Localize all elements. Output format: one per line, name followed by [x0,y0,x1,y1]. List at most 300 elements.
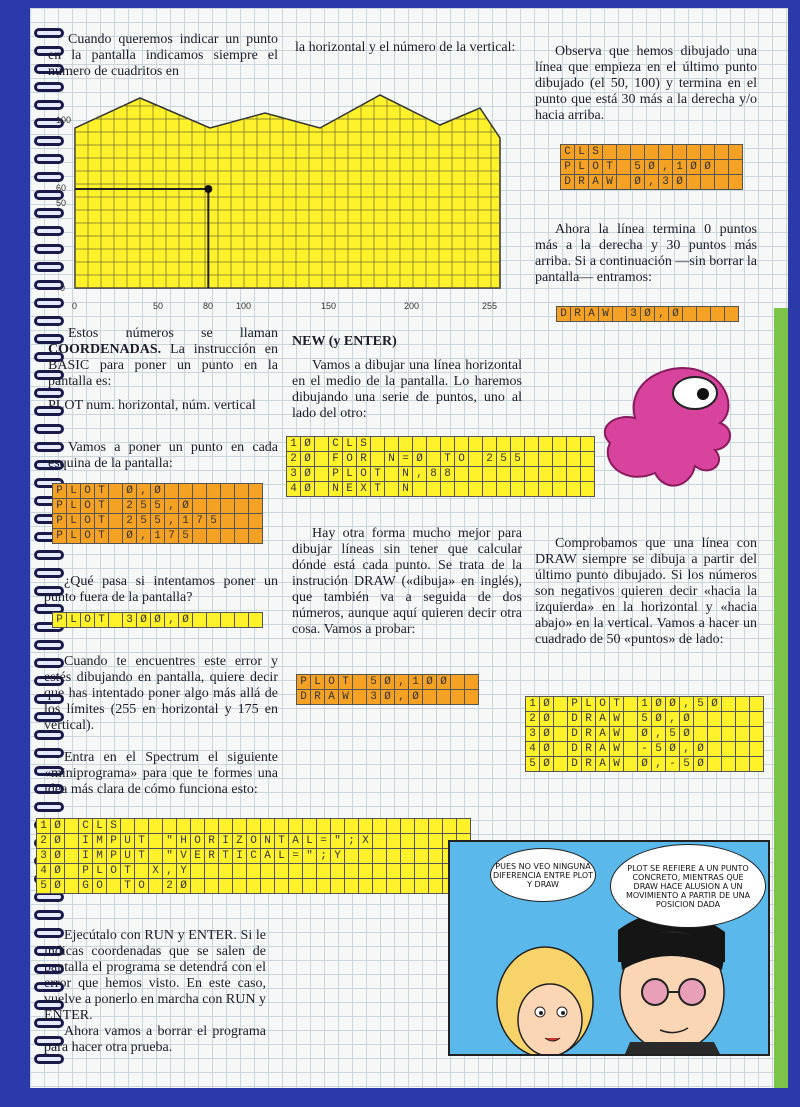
code-cell [553,437,567,452]
code-cell: A [261,849,275,864]
code-cell [617,175,631,190]
code-cell: L [67,499,81,514]
code-cell [371,437,385,452]
code-cell: Ø [641,307,655,322]
code-cell: 3 [123,613,137,628]
code-cell [373,879,387,894]
code-cell: Ø [437,675,451,690]
code-cell: T [219,849,233,864]
code-cell [711,307,725,322]
code-cell [109,499,123,514]
code-cell [750,742,764,757]
code-cell: , [652,757,666,772]
code-cell [451,690,465,705]
code-cell [413,437,427,452]
code-cell [387,849,401,864]
code-cell [219,864,233,879]
code-cell [553,467,567,482]
code-cell: W [610,757,624,772]
code-cell: Ø [638,727,652,742]
code-cell [247,864,261,879]
code-row [526,712,764,727]
code-cell: O [81,514,95,529]
code-cell: 7 [165,529,179,544]
code-cell: 5 [137,514,151,529]
code-cell [581,452,595,467]
code-cell: N [261,834,275,849]
code-cell [708,742,722,757]
code-cell: T [95,499,109,514]
code-cell: L [303,834,317,849]
code-cell [701,145,715,160]
code-cell: M [93,834,107,849]
code-cell [554,712,568,727]
code-row [557,307,739,322]
code-cell: , [395,690,409,705]
code-cell [193,499,207,514]
code-cell: Ø [123,529,137,544]
code-cell [387,864,401,879]
x-label-0: 0 [72,301,78,311]
code-cell [221,514,235,529]
code-cell [624,727,638,742]
code-cell: D [568,757,582,772]
code-cell [708,727,722,742]
code-cell: 3 [627,307,641,322]
code-cell [673,145,687,160]
code-cell [275,879,289,894]
code-cell [331,864,345,879]
code-cell [221,529,235,544]
code-cell: N [399,467,413,482]
code-cell: Ø [51,819,65,834]
code-cell [165,484,179,499]
code-cell: 3 [37,849,51,864]
code-cell [708,712,722,727]
code-cell [455,467,469,482]
code-cell [65,834,79,849]
loop-code-table [286,436,595,497]
code-cell: 1 [37,819,51,834]
code-cell: 3 [526,727,540,742]
code-cell [715,160,729,175]
code-cell [303,879,317,894]
code-cell [317,879,331,894]
col2-line-text: Vamos a dibujar una línea horizontal en el medio de la pantalla. Lo haremos dibujando una serie de puntos, uno al lado del otro: [292,358,522,421]
code-cell [613,307,627,322]
code-row [53,514,263,529]
code-cell: C [561,145,575,160]
code-cell: 2 [163,879,177,894]
code-cell [353,690,367,705]
code-cell: L [575,160,589,175]
code-cell [443,819,457,834]
code-cell [415,849,429,864]
col1-outside: ¿Qué pasa si intentamos poner un punto fuera de la pantalla? [44,574,278,605]
code-cell: 4 [37,864,51,879]
code-cell: 2 [123,514,137,529]
code-cell [554,742,568,757]
code-cell: P [107,834,121,849]
code-cell: O [357,467,371,482]
code-cell: U [121,834,135,849]
code-cell: E [343,482,357,497]
code-row [287,467,595,482]
code-cell [465,690,479,705]
code-cell [149,834,163,849]
code-cell [359,849,373,864]
code-cell [249,484,263,499]
code-cell: R [205,849,219,864]
spiral-ring [34,910,64,920]
plot-draw-code-table [296,674,479,705]
code-cell [736,727,750,742]
code-cell: P [53,613,67,628]
page-edge [774,308,788,1088]
code-cell [659,145,673,160]
code-cell: 1 [179,514,193,529]
code-cell: T [441,452,455,467]
code-cell: S [357,437,371,452]
code-cell [233,879,247,894]
x-label-255: 255 [482,301,498,311]
code-cell [617,160,631,175]
code-cell [289,819,303,834]
code-cell: Ø [680,712,694,727]
code-cell [345,819,359,834]
code-cell [345,864,359,879]
code-cell: A [596,727,610,742]
code-cell: , [652,727,666,742]
code-cell [539,437,553,452]
code-cell: 5 [497,452,511,467]
code-cell: W [610,712,624,727]
code-cell [427,437,441,452]
code-cell [331,819,345,834]
code-cell [539,482,553,497]
code-cell [413,482,427,497]
code-cell [221,499,235,514]
comic-panel [448,840,770,1056]
code-cell [65,819,79,834]
code-cell [401,819,415,834]
code-cell [221,484,235,499]
code-cell [539,467,553,482]
code-row [526,727,764,742]
code-cell: X [359,834,373,849]
code-cell: 4 [526,742,540,757]
code-cell [373,834,387,849]
code-cell [149,819,163,834]
code-cell: 5 [526,757,540,772]
code-cell: H [177,834,191,849]
code-cell: Ø [423,675,437,690]
code-cell [722,727,736,742]
code-cell: Ø [638,757,652,772]
code-cell [722,757,736,772]
code-cell: A [289,834,303,849]
screen-grid-diagram [30,83,530,323]
col1-corners: Vamos a poner un punto en cada esquina de la pantalla: [48,440,278,471]
code-cell: R [357,452,371,467]
code-cell [65,849,79,864]
code-cell [385,482,399,497]
code-cell: P [53,529,67,544]
code-cell: A [596,742,610,757]
code-cell: P [53,499,67,514]
code-cell: ; [345,834,359,849]
code-cell: O [455,452,469,467]
code-cell: Ø [666,697,680,712]
col1-erase: Ahora vamos a borrar el programa para hacer otra prueba. [44,1024,266,1055]
code-cell: D [568,712,582,727]
code-cell [249,514,263,529]
code-cell: Ø [51,849,65,864]
code-cell: Ø [51,864,65,879]
code-cell: 3 [287,467,301,482]
code-cell: 1 [151,529,165,544]
code-cell: Ø [409,690,423,705]
code-cell [553,452,567,467]
code-cell [193,613,207,628]
code-cell [683,307,697,322]
corners-code-table [52,483,263,544]
code-cell [373,864,387,879]
new-enter-heading: NEW (y ENTER) [292,334,397,349]
code-cell [135,819,149,834]
code-cell [483,467,497,482]
code-cell [387,819,401,834]
code-cell [624,712,638,727]
code-cell [554,727,568,742]
code-cell: I [79,849,93,864]
code-cell [261,879,275,894]
code-cell [387,834,401,849]
code-cell: L [582,697,596,712]
code-cell [289,864,303,879]
code-cell [465,675,479,690]
spiral-ring [34,550,64,560]
code-cell: I [79,834,93,849]
code-cell [387,879,401,894]
code-cell: T [95,529,109,544]
code-cell: P [53,514,67,529]
code-cell: Ø [179,499,193,514]
code-cell [525,467,539,482]
code-cell: U [121,849,135,864]
code-cell [645,145,659,160]
code-cell: 2 [526,712,540,727]
code-cell: O [343,452,357,467]
code-cell [109,613,123,628]
code-cell: , [413,467,427,482]
code-cell [750,757,764,772]
code-cell [345,849,359,864]
code-cell [191,864,205,879]
col1-coordenadas: Estos números se llaman COORDENADAS. La instrucción en BASIC para poner un punto en la pantalla es: [48,326,278,389]
code-cell: X [357,482,371,497]
code-cell [722,712,736,727]
code-cell [429,834,443,849]
code-cell [722,742,736,757]
code-cell: W [339,690,353,705]
code-cell [261,864,275,879]
code-cell [624,742,638,757]
code-cell: Ø [177,879,191,894]
code-cell: 5 [511,452,525,467]
code-row [37,864,471,879]
y-label-50: 50 [56,198,67,208]
code-cell: 5 [638,712,652,727]
code-cell: Ø [301,482,315,497]
code-cell: Ø [631,175,645,190]
code-cell: Ø [137,613,151,628]
code-cell: L [311,675,325,690]
code-cell: Ø [179,613,193,628]
code-cell: Ø [694,757,708,772]
code-cell [207,484,221,499]
code-cell [235,499,249,514]
code-cell [317,819,331,834]
code-cell: 2 [123,499,137,514]
code-cell [554,697,568,712]
code-cell [353,675,367,690]
code-cell [373,819,387,834]
code-cell [554,757,568,772]
code-cell: O [81,529,95,544]
col3-check: Comprobamos que una línea con DRAW siempre se dibuja a partir del último punto dibujado. Si los números son negativos quieren decir «hacia la izquierda» en la horizontal y «hacia abajo» en la vertical. Vamos a hacer un cuadrado de 50 «puntos» de lado: [535,536,757,647]
code-cell [191,819,205,834]
code-cell: Ø [381,675,395,690]
code-cell: 2 [287,452,301,467]
code-cell: Ø [540,742,554,757]
code-cell: Ø [708,697,722,712]
code-cell: D [557,307,571,322]
code-cell [275,819,289,834]
code-cell [694,712,708,727]
code-cell: W [610,742,624,757]
code-cell: Ø [680,727,694,742]
code-cell: 5 [652,742,666,757]
x-label-50: 50 [153,301,164,311]
code-cell [567,467,581,482]
code-cell: 5 [137,499,151,514]
col1-intro: Cuando queremos indicar un punto en la pantalla indicamos siempre el número de cuadritos en [48,32,278,79]
y-label-60: 60 [56,183,67,193]
code-cell: P [329,467,343,482]
code-cell: Ø [669,307,683,322]
code-cell: T [95,613,109,628]
code-cell [497,467,511,482]
code-cell: , [680,742,694,757]
code-cell: 5 [367,675,381,690]
code-cell [235,484,249,499]
code-cell: G [79,879,93,894]
code-cell: W [603,175,617,190]
code-cell [385,467,399,482]
code-cell: Ø [540,697,554,712]
code-cell [235,514,249,529]
code-cell [708,757,722,772]
code-cell [451,675,465,690]
code-cell: Ø [301,467,315,482]
code-cell: 5 [37,879,51,894]
code-cell: 1 [287,437,301,452]
code-cell: A [325,690,339,705]
code-cell [205,864,219,879]
code-cell: O [135,879,149,894]
code-cell: R [582,742,596,757]
code-cell [497,482,511,497]
code-cell: Ø [51,834,65,849]
code-cell [539,452,553,467]
code-cell: 2 [37,834,51,849]
code-cell: Ø [123,484,137,499]
code-cell: 5 [666,727,680,742]
code-cell: N [399,482,413,497]
code-cell: , [395,675,409,690]
code-cell [497,437,511,452]
code-cell [725,307,739,322]
code-cell [469,437,483,452]
code-cell [193,529,207,544]
code-cell [722,697,736,712]
code-cell [65,879,79,894]
code-cell [177,819,191,834]
code-cell: V [177,849,191,864]
code-cell: 1 [638,697,652,712]
code-cell: L [67,613,81,628]
code-cell [511,437,525,452]
code-cell: T [135,834,149,849]
code-cell: 8 [441,467,455,482]
code-cell [715,145,729,160]
code-cell [701,175,715,190]
code-cell: O [247,834,261,849]
code-cell: L [343,467,357,482]
code-cell [469,482,483,497]
code-cell [617,145,631,160]
code-cell: Ø [687,160,701,175]
spiral-ring [34,424,64,434]
code-cell: Ø [666,742,680,757]
code-cell: , [137,484,151,499]
code-cell [303,819,317,834]
code-cell: P [297,675,311,690]
plot300-code-table [52,612,263,628]
code-cell: Ø [151,613,165,628]
spiral-ring [34,640,64,650]
code-cell [205,879,219,894]
code-cell [429,864,443,879]
code-cell [483,437,497,452]
code-cell: 1 [526,697,540,712]
code-row [37,879,471,894]
code-cell: S [589,145,603,160]
code-cell [401,879,415,894]
code-cell [736,742,750,757]
code-cell: Ø [652,712,666,727]
code-cell [525,437,539,452]
notebook-page [30,8,788,1088]
code-cell [315,437,329,452]
code-row [561,160,743,175]
code-cell [207,613,221,628]
code-cell [427,452,441,467]
code-cell: A [589,175,603,190]
cls-draw-code-table [560,144,743,190]
code-cell [437,690,451,705]
